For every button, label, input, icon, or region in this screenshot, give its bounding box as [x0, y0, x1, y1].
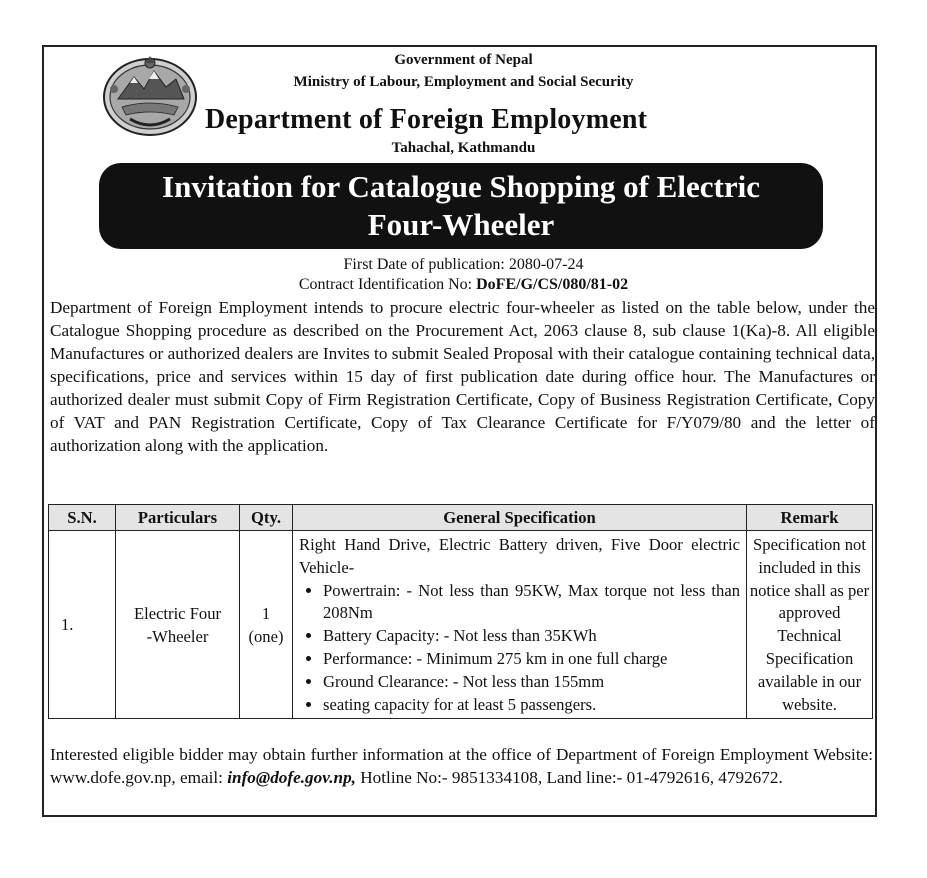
contact-text-before: Interested eligible bidder may obtain further information at the office of Department of Foreign Employment Website: www.dofe.gov.np, email: — [50, 745, 873, 787]
publication-date: First Date of publication: 2080-07-24 — [343, 256, 584, 273]
header-general-specification: General Specification — [293, 505, 747, 531]
cell-particulars — [116, 531, 240, 719]
cell-remark: Specification not included in this notice shall as per approved Technical Specification available in our website. — [747, 531, 873, 719]
particulars-line1: Electric Four — [133, 603, 222, 623]
header-remark: Remark — [747, 505, 873, 531]
header-particulars: Particulars — [116, 505, 240, 531]
header-sn: S.N. — [49, 505, 116, 531]
list-item: • Ground Clearance: - Not less than 155mm — [323, 671, 740, 694]
list-item: • Battery Capacity: - Not less than 35KWh — [323, 625, 740, 648]
contact-paragraph — [50, 743, 873, 789]
government-title: Government of Nepal — [394, 52, 533, 68]
cell-qty — [240, 531, 293, 719]
contract-label: Contract Identification No: — [298, 276, 473, 293]
ministry-title: Ministry of Labour, Employment and Social Security — [293, 74, 634, 90]
contract-id — [0, 276, 927, 294]
cell-sn: 1. — [49, 531, 116, 719]
invitation-banner — [99, 163, 823, 249]
contract-number: DoFE/G/CS/080/81-02 — [476, 276, 629, 293]
qty-line1: 1 — [261, 603, 271, 623]
table-row — [49, 531, 873, 719]
qty-line2: (one) — [248, 626, 284, 646]
banner-title-line2: Four-Wheeler — [367, 207, 555, 242]
list-item: • seating capacity for at least 5 passengers. — [323, 694, 740, 717]
procurement-table — [48, 504, 873, 719]
contact-text-after: Hotline No:- 9851334108, Land line:- 01-4792616, 4792672. — [355, 768, 783, 787]
spec-list — [299, 580, 740, 717]
department-title: Department of Foreign Employment — [205, 104, 648, 135]
particulars-line2: -Wheeler — [146, 626, 209, 646]
intro-paragraph: Department of Foreign Employment intends to procure electric four-wheeler as listed on the table below, under the Catalogue Shopping procedure as described on the Procurement Act, 2063 clause 8, sub clause 1(Ka)-8. All eligible Manufactures or authorized dealers are Invites to submit Sealed Proposal with their catalogue containing technical data, specifications, price and services within 15 day of first publication date during office hour. The Manufactures or authorized dealer must submit Copy of Firm Registration Certificate, Copy of Business Registration Certificate, Copy of VAT and PAN Registration Certificate, Copy of Tax Clearance Certificate for F/Y079/80 and the letter of authorization along with the application. — [50, 298, 875, 455]
header-qty: Qty. — [240, 505, 293, 531]
department-address: Tahachal, Kathmandu — [391, 140, 536, 156]
spec-intro: Right Hand Drive, Electric Battery driven, Five Door electric Vehicle- — [299, 535, 740, 577]
list-item: • Powertrain: - Not less than 95KW, Max torque not less than 208Nm — [323, 580, 740, 626]
contact-email: info@dofe.gov.np, — [227, 768, 356, 787]
cell-general-specification — [293, 531, 747, 719]
banner-title-line1: Invitation for Catalogue Shopping of Electric — [162, 169, 760, 204]
table-header-row — [49, 505, 873, 531]
list-item: • Performance: - Minimum 275 km in one full charge — [323, 648, 740, 671]
